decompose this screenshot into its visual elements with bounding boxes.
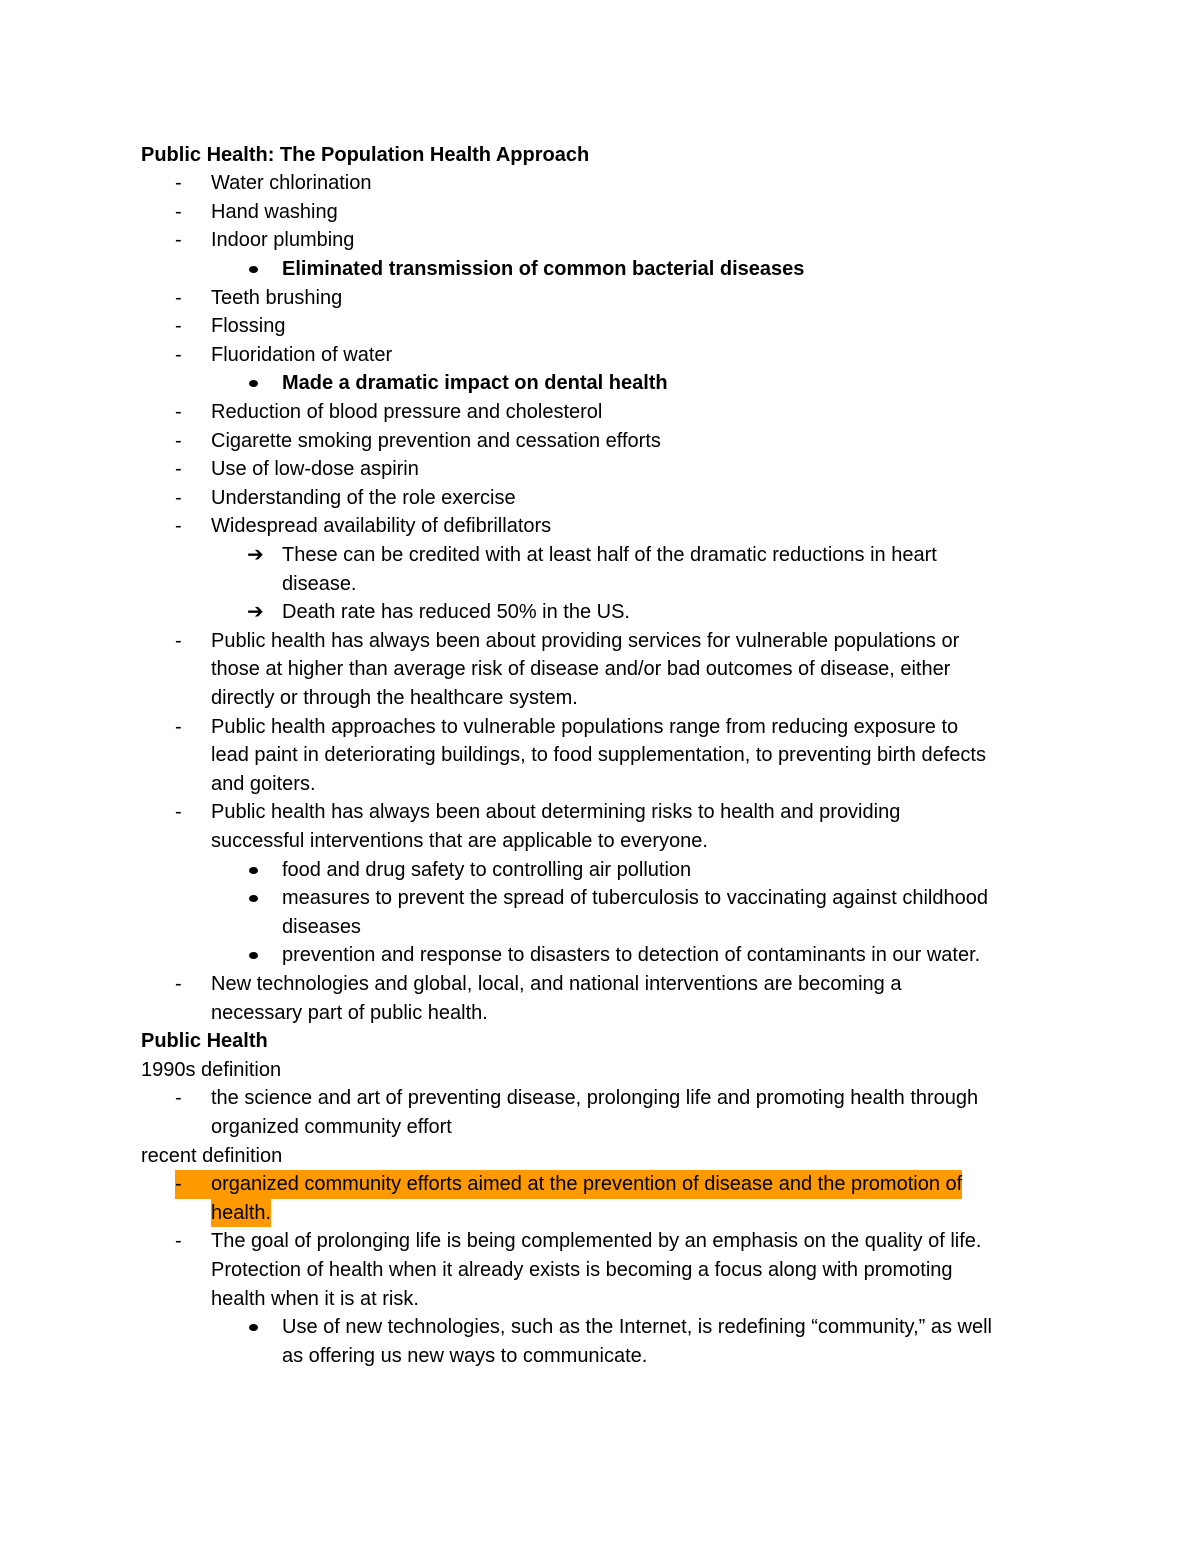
- list-item: The goal of prolonging life is being complemented by an emphasis on the quality of life.: [211, 1230, 982, 1253]
- dash-bullet: -: [175, 458, 182, 481]
- dash-bullet: -: [175, 315, 182, 338]
- sub-list-item: Made a dramatic impact on dental health: [282, 372, 668, 395]
- dash-bullet: -: [175, 801, 182, 824]
- list-item: Fluoridation of water: [211, 343, 393, 366]
- bullet-dot-icon: [249, 952, 258, 959]
- list-item: health when it is at risk.: [211, 1287, 419, 1310]
- dash-bullet: -: [175, 1230, 182, 1253]
- list-item: Flossing: [211, 315, 286, 338]
- arrow-list-item: disease.: [282, 572, 357, 595]
- dash-bullet: -: [175, 172, 182, 195]
- list-item: Use of low-dose aspirin: [211, 458, 419, 481]
- list-item: organized community effort: [211, 1115, 452, 1138]
- sub-list-item: Eliminated transmission of common bacterial diseases: [282, 257, 805, 280]
- definition-label: 1990s definition: [141, 1058, 282, 1081]
- list-item: Widespread availability of defibrillators: [211, 515, 552, 538]
- list-item: successful interventions that are applicable to everyone.: [211, 829, 708, 852]
- list-item: lead paint in deteriorating buildings, to food supplementation, to preventing birth defects: [211, 744, 986, 767]
- bullet-dot-icon: [249, 266, 258, 273]
- bullet-dot-icon: [249, 895, 258, 902]
- highlighted-list-item: organized community efforts aimed at the prevention of disease and the promotion of: [211, 1170, 962, 1199]
- dash-bullet: -: [175, 343, 182, 366]
- list-item: New technologies and global, local, and national interventions are becoming a: [211, 972, 902, 995]
- list-item: those at higher than average risk of disease and/or bad outcomes of disease, either: [211, 658, 951, 681]
- list-item: Understanding of the role exercise: [211, 486, 516, 509]
- dash-bullet: -: [175, 629, 182, 652]
- list-item: necessary part of public health.: [211, 1001, 488, 1024]
- sub-list-item: diseases: [282, 915, 361, 938]
- list-item: Hand washing: [211, 200, 338, 223]
- dash-bullet: -: [175, 400, 182, 423]
- list-item: directly or through the healthcare system.: [211, 686, 578, 709]
- sub-list-item: food and drug safety to controlling air pollution: [282, 858, 692, 881]
- list-item: Indoor plumbing: [211, 229, 355, 252]
- list-item: Water chlorination: [211, 172, 372, 195]
- dash-bullet: -: [175, 229, 182, 252]
- dash-bullet: -: [175, 1087, 182, 1110]
- arrow-bullet-icon: ➔: [247, 543, 264, 566]
- list-item: Public health has always been about determining risks to health and providing: [211, 801, 901, 824]
- list-item: Public health has always been about providing services for vulnerable populations or: [211, 629, 960, 652]
- list-item: Teeth brushing: [211, 286, 343, 309]
- list-item: Reduction of blood pressure and cholesterol: [211, 400, 603, 423]
- section-heading: Public Health: [141, 1030, 268, 1053]
- list-item: Protection of health when it already exists is becoming a focus along with promoting: [211, 1258, 953, 1281]
- list-item: Cigarette smoking prevention and cessation efforts: [211, 429, 661, 452]
- list-item: the science and art of preventing disease, prolonging life and promoting health through: [211, 1087, 979, 1110]
- dash-bullet: -: [175, 286, 182, 309]
- bullet-dot-icon: [249, 867, 258, 874]
- sub-list-item: prevention and response to disasters to detection of contaminants in our water.: [282, 944, 981, 967]
- list-item: and goiters.: [211, 772, 316, 795]
- bullet-dot-icon: [249, 1324, 258, 1331]
- arrow-list-item: Death rate has reduced 50% in the US.: [282, 601, 630, 624]
- arrow-list-item: These can be credited with at least half of the dramatic reductions in heart: [282, 543, 937, 566]
- list-item: Public health approaches to vulnerable populations range from reducing exposure to: [211, 715, 959, 738]
- sub-list-item: as offering us new ways to communicate.: [282, 1344, 648, 1367]
- dash-bullet: -: [175, 715, 182, 738]
- definition-label: recent definition: [141, 1144, 283, 1167]
- section-heading: Public Health: The Population Health Approach: [141, 143, 590, 166]
- dash-bullet: -: [175, 200, 182, 223]
- dash-bullet: -: [175, 486, 182, 509]
- arrow-bullet-icon: ➔: [247, 601, 264, 624]
- dash-bullet: -: [175, 972, 182, 995]
- dash-bullet: -: [175, 429, 182, 452]
- sub-list-item: Use of new technologies, such as the Internet, is redefining “community,” as well: [282, 1316, 992, 1339]
- dash-bullet: -: [175, 515, 182, 538]
- sub-list-item: measures to prevent the spread of tuberculosis to vaccinating against childhood: [282, 887, 988, 910]
- dash-bullet: -: [175, 1170, 211, 1199]
- bullet-dot-icon: [249, 380, 258, 387]
- highlighted-list-item: health.: [211, 1199, 271, 1228]
